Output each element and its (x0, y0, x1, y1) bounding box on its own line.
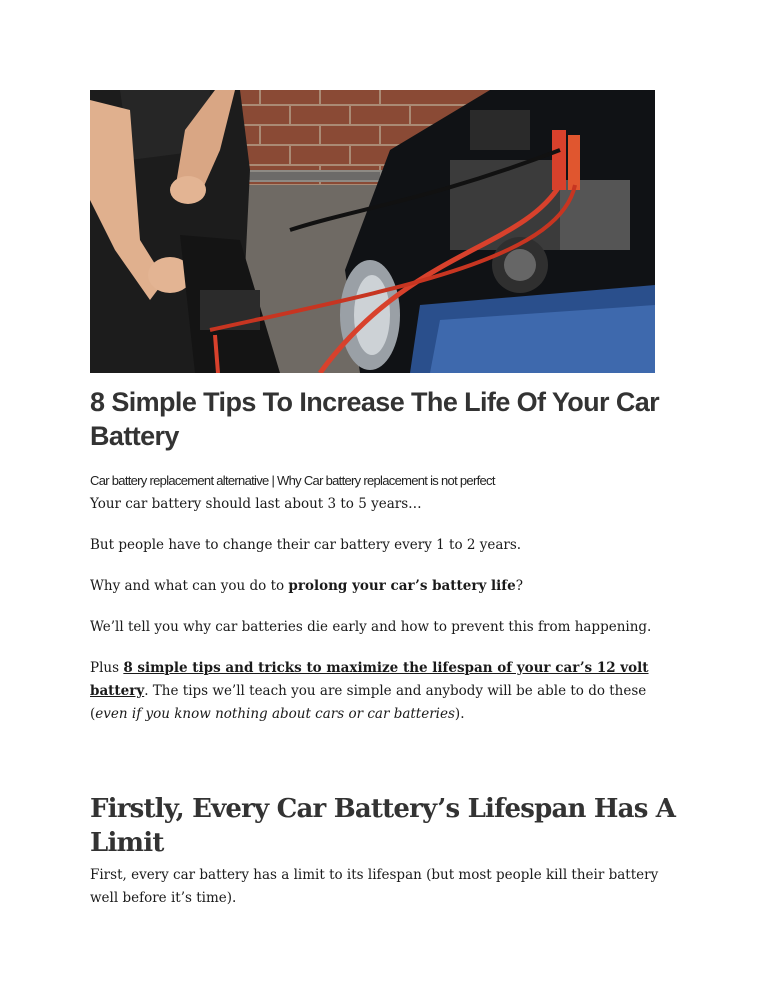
paragraph-why-batteries-die: We’ll tell you why car batteries die early and how to prevent this from happening. (90, 619, 652, 635)
document-page (90, 90, 676, 910)
tips-intro-prefix: Plus (90, 660, 124, 676)
paragraph-replacement-frequency: But people have to change their car battery every 1 to 2 years. (90, 537, 522, 553)
tips-link[interactable]: 8 simple tips and tricks to maximize the lifespan of your car’s 12 volt battery (90, 660, 649, 699)
hero-image (90, 90, 655, 373)
prolong-question-mark: ? (515, 578, 523, 594)
prolong-battery-emphasis: prolong your car’s battery life (288, 578, 516, 594)
section-heading: Firstly, Every Car Battery’s Lifespan Has A Limit (90, 794, 676, 858)
jump-start-photo (90, 90, 655, 373)
tips-intro-end: ). (454, 706, 465, 722)
tips-intro-middle: . The tips we’ll teach you are simple and anybody will be able to do these ( (90, 683, 647, 722)
article-title: 8 Simple Tips To Increase The Life Of Your Car Battery (90, 387, 660, 451)
paragraph-prolong-question (90, 575, 676, 598)
paragraph-lifespan: Your car battery should last about 3 to 5 years… (90, 496, 422, 512)
paragraph-lifespan-limit: First, every car battery has a limit to its lifespan (but most people kill their battery well before it’s time). (90, 867, 659, 906)
tips-intro-italic: even if you know nothing about cars or car batteries (95, 706, 455, 722)
paragraph-tips-intro (90, 657, 676, 726)
prolong-question-text: Why and what can you do to (90, 578, 289, 594)
article-subtitle: Car battery replacement alternative | Why Car battery replacement is not perfect (90, 473, 495, 488)
